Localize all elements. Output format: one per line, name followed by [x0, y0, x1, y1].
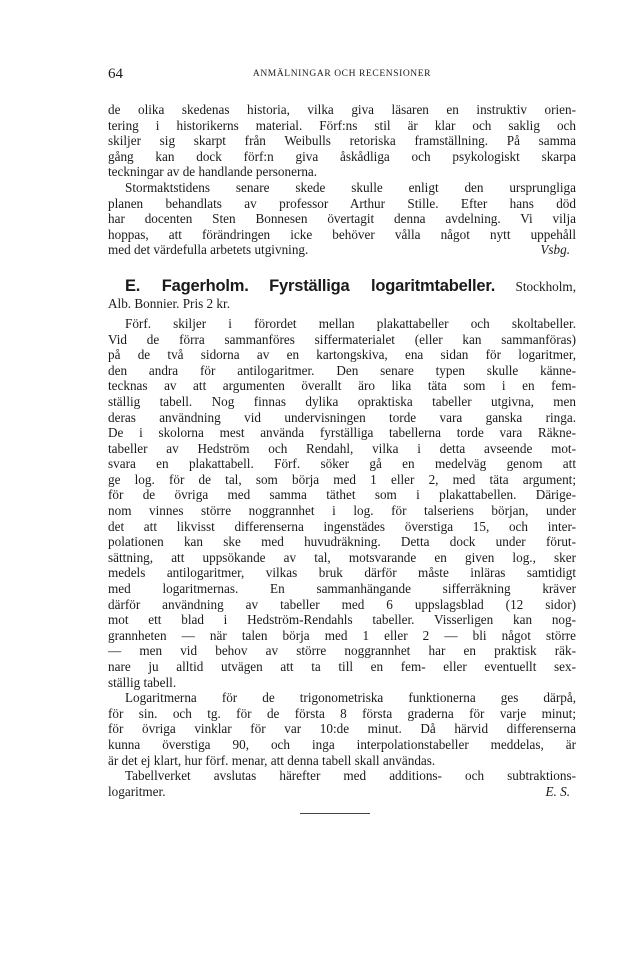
text-line: sättning, att uppsökande av tal, motsvarande en given log., sker [108, 549, 576, 565]
text-line: tecknas av att argumenten överallt äro lika täta som i en fem- [108, 378, 576, 394]
text-line: medels antilogaritmer, vilkas bruk därför måste inläras samtidigt [108, 565, 576, 581]
text-line: Logaritmerna för de trigonometriska funktionerna ges därpå, [125, 690, 576, 706]
divider-rule [300, 813, 370, 814]
review2-title: Fyrställiga logaritmtabeller. [269, 276, 496, 295]
text-line: teckningar av de handlande personerna. [108, 164, 318, 180]
text-line: med logaritmernas. En sammanhängande sifferräkning kräver [108, 581, 576, 597]
text-line: ställig tabell. [108, 674, 177, 690]
text-line: för sin. och tg. för de första 8 första graderna för varje minut; [108, 705, 576, 721]
text-line: nare ju alltid utvägen att ta till en fem- eller eventuellt sex- [108, 659, 576, 674]
text-line: tabeller av Hedström och Rendahl, vilka i detta avseende mot- [108, 440, 576, 456]
review1-signature: Vsbg. [540, 242, 570, 258]
text-line: De i skolorna mest använda fyrställiga tabellerna torde vara Räkne- [108, 425, 576, 441]
review2-author: E. Fagerholm. [125, 276, 249, 295]
text-line: skiljer sig skarpt från Weibulls retoriska framställning. På samma [108, 133, 576, 149]
review2-heading [108, 278, 576, 312]
text-line: det att likvisst differenserna ingenstädes överstiga 15, och inter- [108, 518, 576, 534]
text-line: — men vid behov av större noggrannhet har en praktisk räk- [108, 643, 576, 659]
text-line: på de två sidorna av en kartongskiva, ena sidan för logaritmer, [108, 347, 576, 363]
running-head-title: ANMÄLNINGAR OCH RECENSIONER [252, 69, 432, 79]
text-line: hoppas, att förändringen icke behöver vålla något nytt uppehåll [108, 226, 576, 242]
text-line: gång kan dock förf:n giva åskådliga och psykologiskt skarpa [108, 148, 576, 164]
review2-paragraph-3 [108, 768, 576, 799]
review2-place: Stockholm, [515, 278, 576, 294]
text-line: polationen kan ske med huvudräkning. Detta dock under förut- [108, 534, 576, 550]
text-line: tering i historikerns material. Förf:ns stil är klar och saklig och [108, 117, 576, 133]
text-line: Tabellverket avslutas härefter med additions- och subtraktions- [125, 768, 576, 784]
text-line: Stormaktstidens senare skede skulle enligt den ursprungliga [125, 179, 576, 195]
text-line: för de övriga med samma täthet som i plakattabellen. Därige- [108, 487, 576, 503]
text-line: ge log. för de tal, som börja med 1 eller 2, med täta argument; [108, 471, 576, 487]
text-line: för övriga vinklar för var 10:de minut. Då härvid differenserna [108, 721, 576, 737]
text-line: Förf. skiljer i förordet mellan plakattabeller och skoltabeller. [125, 315, 576, 331]
page-number: 64 [108, 66, 123, 82]
review2-paragraph-2 [108, 690, 576, 768]
text-line: de olika skedenas historia, vilka giva läsaren en instruktiv orien- [108, 102, 576, 117]
text-line: logaritmer. [108, 783, 166, 799]
text-line: planen behandlats av professor Arthur Stille. Efter hans död [108, 195, 576, 211]
review2-signature: E. S. [545, 783, 570, 799]
review2-body [108, 316, 576, 814]
review1-paragraph-2 [108, 180, 576, 258]
text-line: har docenten Sten Bonnesen övertagit denna avdelning. Vi vilja [108, 211, 576, 227]
closing-line [108, 242, 576, 258]
text-line: nom vinnes större noggrannhet i log. för talseriens början, under [108, 503, 576, 519]
running-head [108, 66, 576, 88]
closing-line [108, 784, 576, 800]
text-line: med det värdefulla arbetets utgivning. [108, 242, 309, 258]
review2-heading-line [108, 278, 576, 295]
review-continued [108, 102, 576, 258]
review1-paragraph-1 [108, 102, 576, 180]
text-line: kunna överstiga 90, och inga interpolationstabeller meddelas, är [108, 736, 576, 752]
text-line: ställig tabell. Nog finnas dylika opraktiska tabeller utgivna, men [108, 393, 576, 409]
page [108, 66, 576, 814]
text-line: svara en plakattabell. Förf. söker gå en medelväg genom att [108, 456, 576, 472]
text-line: deras användning vid undervisningen torde vara ganska ringa. [108, 409, 576, 425]
text-line: är det ej klart, hur förf. menar, att denna tabell skall användas. [108, 752, 436, 768]
review2-publisher: Alb. Bonnier. Pris 2 kr. [108, 295, 230, 311]
text-line: grannheten — när talen börja med 1 eller 2 — bli något större [108, 627, 576, 643]
text-line: den andra för antilogaritmer. Den senare typen skulle känne- [108, 362, 576, 378]
text-line: därför användning av tabeller med 6 uppslagsblad (12 sidor) [108, 596, 576, 612]
text-line: mot ett blad i Hedström-Rendahls tabeller. Visserligen kan nog- [108, 612, 576, 628]
text-line: Vid de förra sammanföres siffermaterialet (eller kan sammanföras) [108, 331, 576, 347]
review2-paragraph-1 [108, 316, 576, 690]
